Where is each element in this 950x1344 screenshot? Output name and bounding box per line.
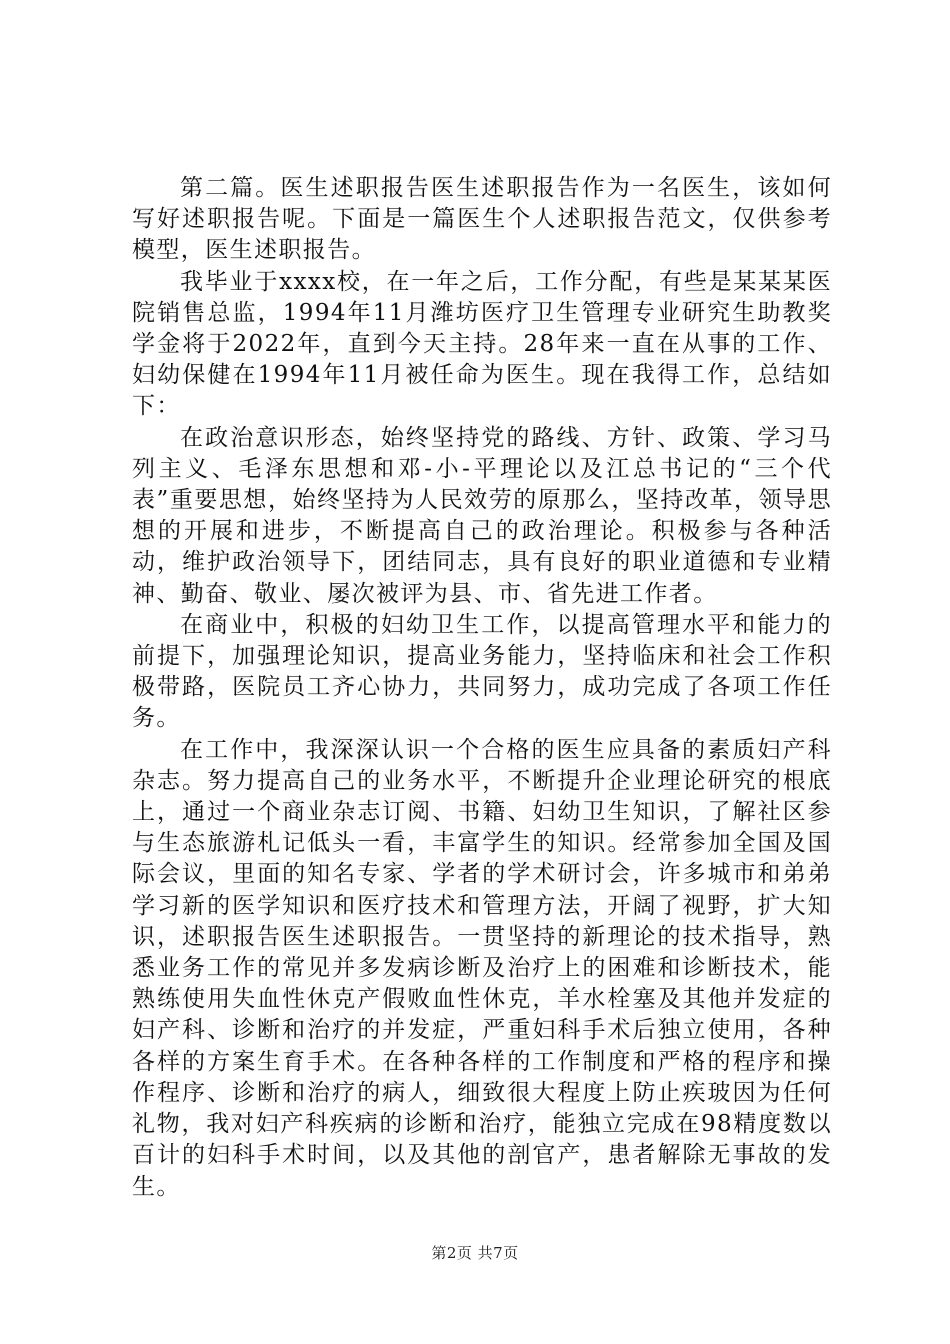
paragraph-political: 在政治意识形态，始终坚持党的路线、方针、政策、学习马列主义、毛泽东思想和邓-小-平理论以及江总书记的“三个代表”重要思想，始终坚持为人民效劳的原那么，坚持改革，领导思想的开展和进步，不断提高自己的政治理论。积极参与各种活动，维护政治领导下，团结同志，具有良好的职业道德和专业精神、勤奋、敬业、屡次被评为县、市、省先进工作者。 [132,424,832,607]
paragraph-work: 在工作中，我深深认识一个合格的医生应具备的素质妇产科杂志。努力提高自己的业务水平，不断提升企业理论研究的根底上，通过一个商业杂志订阅、书籍、妇幼卫生知识，了解社区参与生态旅游札记低头一看，丰富学生的知识。经常参加全国及国际会议，里面的知名专家、学者的学术研讨会，许多城市和弟弟学习新的医学知识和医疗技术和管理方法，开阔了视野，扩大知识，述职报告医生述职报告。一贯坚持的新理论的技术指导，熟悉业务工作的常见并多发病诊断及治疗上的困难和诊断技术，能熟练使用失血性休克产假败血性休克，羊水栓塞及其他并发症的妇产科、诊断和治疗的并发症，严重妇科手术后独立使用，各种各样的方案生育手术。在各种各样的工作制度和严格的程序和操作程序、诊断和治疗的病人，细致很大程度上防止疾玻因为任何礼物，我对妇产科疾病的诊断和治疗，能独立完成在98精度数以百计的妇科手术时间，以及其他的剖官产，患者解除无事故的发生。 [132,736,832,1200]
paragraph-intro: 第二篇。医生述职报告医生述职报告作为一名医生，该如何写好述职报告呢。下面是一篇医生个人述职报告范文，仅供参考模型，医生述职报告。 [132,175,832,264]
paragraph-business: 在商业中，积极的妇幼卫生工作，以提高管理水平和能力的前提下，加强理论知识，提高业务能力，坚持临床和社会工作积极带路，医院员工齐心协力，共同努力，成功完成了各项工作任务。 [132,611,832,732]
document-body [132,173,832,1203]
page-number-footer: 第2页 共7页 [431,1244,519,1262]
paragraph-background: 我毕业于xxxx校，在一年之后，工作分配，有些是某某某医院销售总监，1994年11月潍坊医疗卫生管理专业研究生助教奖学金将于2022年，直到今天主持。28年来一直在从事的工作、妇幼保健在1994年11月被任命为医生。现在我得工作，总结如下： [132,268,832,420]
